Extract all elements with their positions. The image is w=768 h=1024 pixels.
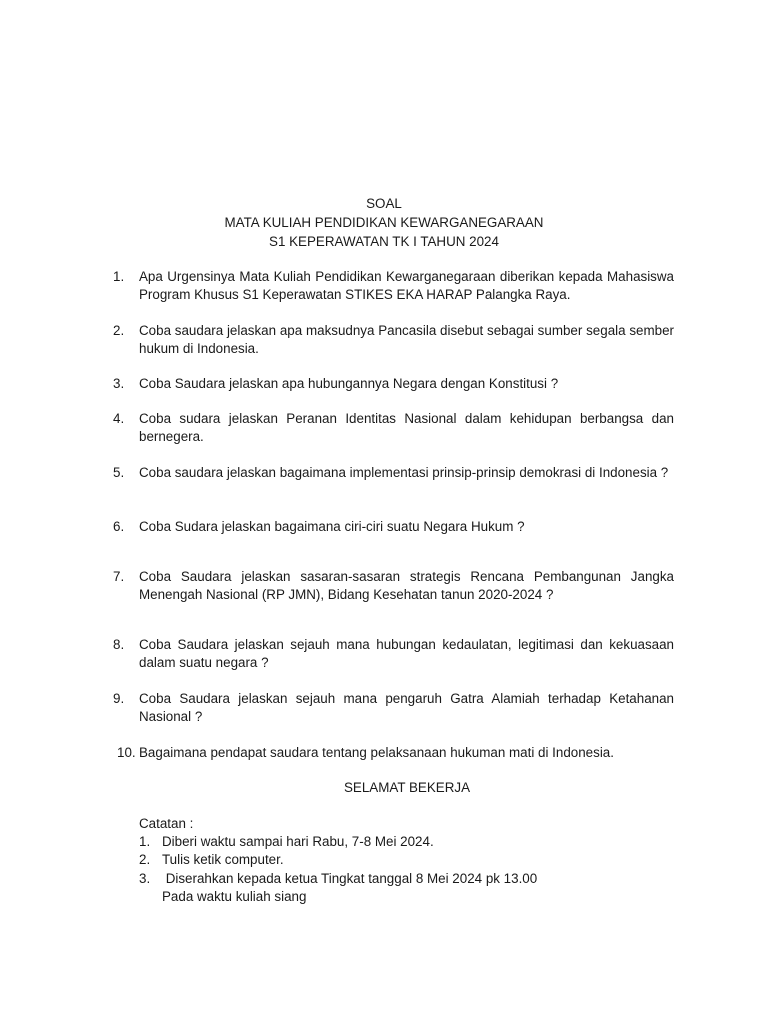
closing-text: SELAMAT BEKERJA <box>343 780 470 795</box>
question-text: Apa Urgensinya Mata Kuliah Pendidikan Kewarganegaraan diberikan kepada Mahasiswa Program Khusus S1 Keperawatan STIKES EKA HARAP Palangka Raya. <box>139 269 674 302</box>
note-text: Diberi waktu sampai hari Rabu, 7-8 Mei 2024. <box>162 834 434 849</box>
question-number: 10. <box>117 745 136 760</box>
question-number: 6. <box>113 519 125 534</box>
question-number: 8. <box>113 637 125 652</box>
note-number: 3. <box>139 871 151 886</box>
question-number: 4. <box>113 411 125 426</box>
note-text: Tulis ketik computer. <box>162 852 284 867</box>
header-program: S1 KEPERAWATAN TK I TAHUN 2024 <box>269 234 499 249</box>
question-text: Coba Saudara jelaskan sejauh mana pengaruh Gatra Alamiah terhadap Ketahanan Nasional ? <box>139 691 674 724</box>
question-number: 7. <box>113 569 125 584</box>
notes-title: Catatan : <box>139 816 194 831</box>
note-text: Diserahkan kepada ketua Tingkat tanggal 8 Mei 2024 pk 13.00 <box>162 871 538 886</box>
header-course: MATA KULIAH PENDIDIKAN KEWARGANEGARAAN <box>224 215 544 230</box>
question-text: Coba Saudara jelaskan sejauh mana hubungan kedaulatan, legitimasi dan kekuasaan dalam suatu negara ? <box>139 637 674 670</box>
question-text: Bagaimana pendapat saudara tentang pelaksanaan hukuman mati di Indonesia. <box>139 745 614 760</box>
question-text: Coba Sudara jelaskan bagaimana ciri-ciri suatu Negara Hukum ? <box>139 519 525 534</box>
note-number: 2. <box>139 852 151 867</box>
note-extra-text: Pada waktu kuliah siang <box>162 889 307 904</box>
question-text: Coba saudara jelaskan apa maksudnya Pancasila disebut sebagai sumber segala sember hukum di Indonesia. <box>139 323 674 356</box>
question-text: Coba saudara jelaskan bagaimana implementasi prinsip-prinsip demokrasi di Indonesia ? <box>139 465 669 480</box>
question-number: 3. <box>113 376 125 391</box>
question-text: Coba sudara jelaskan Peranan Identitas Nasional dalam kehidupan berbangsa dan bernegera. <box>139 411 674 444</box>
header-title: SOAL <box>366 196 402 211</box>
note-number: 1. <box>139 834 151 849</box>
question-number: 9. <box>113 691 125 706</box>
document-header <box>0 195 768 252</box>
question-number: 1. <box>113 269 125 284</box>
question-text: Coba Saudara jelaskan sasaran-sasaran strategis Rencana Pembangunan Jangka Menengah Nasional (RP JMN), Bidang Kesehatan tanun 2020-2024 ? <box>139 569 674 602</box>
question-text: Coba Saudara jelaskan apa hubungannya Negara dengan Konstitusi ? <box>139 376 559 391</box>
question-number: 2. <box>113 323 125 338</box>
question-number: 5. <box>113 465 125 480</box>
